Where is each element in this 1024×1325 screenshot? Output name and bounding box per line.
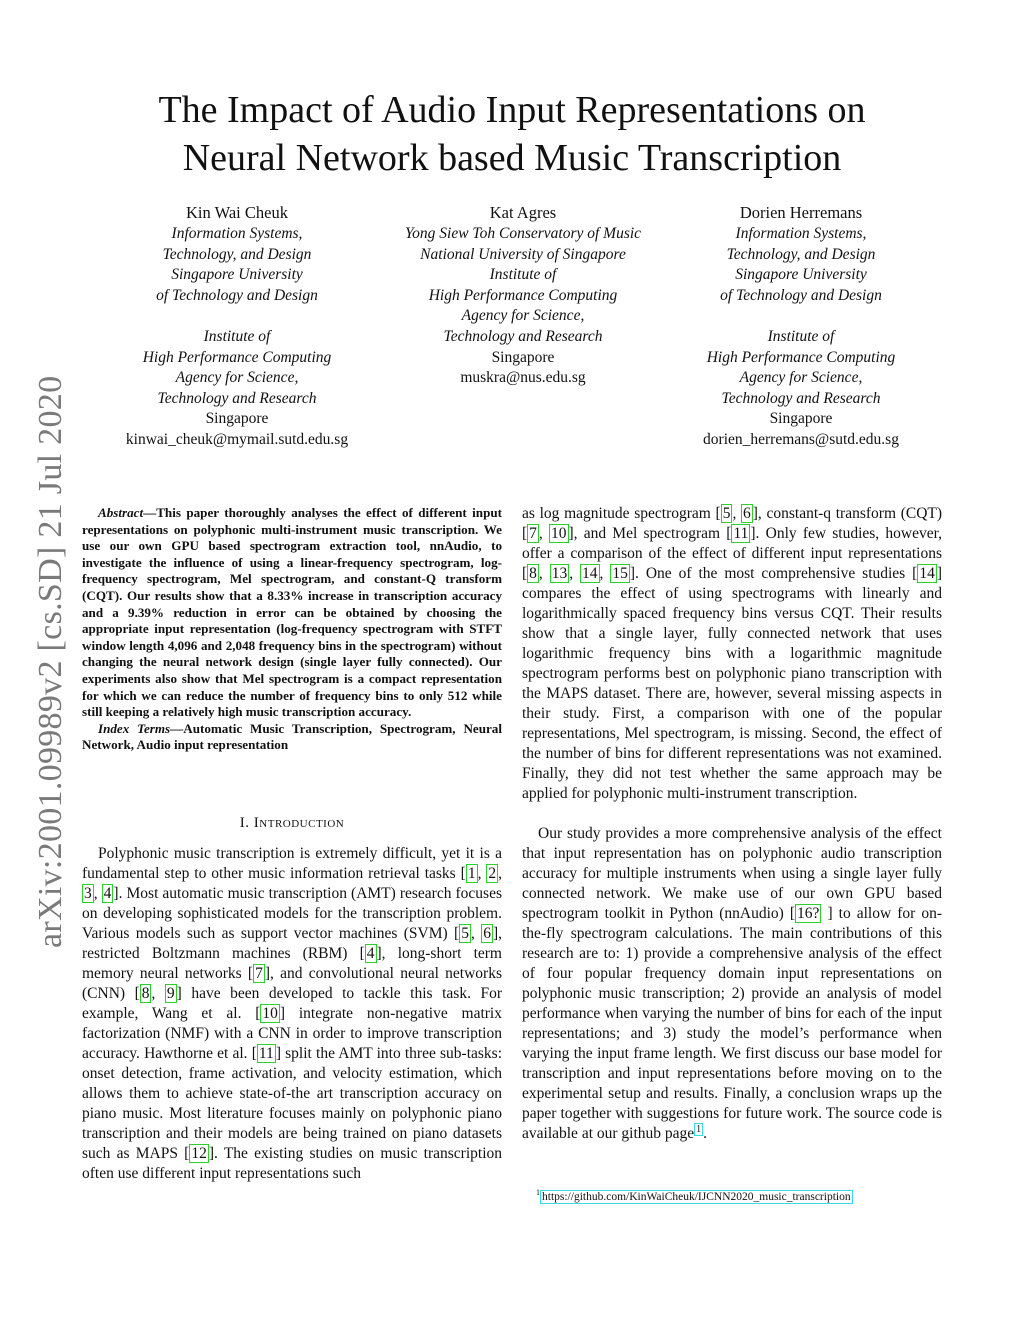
abstract-label: Abstract: [98, 505, 144, 520]
intro-left-column: [82, 844, 502, 1184]
author-country: Singapore: [769, 410, 833, 428]
affiliation-line: Information Systems,: [171, 225, 303, 242]
intro-paragraph: Polyphonic music transcription is extremely difficult, yet it is a fundamental step to other music information retrieval tasks [ 1 , 2 , 3 , 4 ]. Most automatic music transcription (AMT) research focuses on developing sophisticated models for the transcription problem. Various models such as support vector machines (SVM) [ 5 , 6 ], restricted Boltzmann machines (RBM) [ 4 ], long-short term memory neural networks [ 7 ], and convolutional neural networks (CNN) [ 8 , 9 ] have been developed to tackle this task. For example, Wang et al. [ 10 ] integrate non-negative matrix factorization (NMF) with a CNN in order to improve transcription accuracy. Hawthorne et al. [ 11 ] split the AMT into three sub-tasks: onset detection, frame activation, and velocity estimation, which allows them to achieve state-of-the art transcription accuracy on piano music. Most literature focuses mainly on polyphonic piano transcription and their models are being trained on piano datasets such as MAPS [ 12 ]. The existing studies on music transcription often use different input representations such: [82, 845, 503, 1182]
citation-link[interactable]: 7: [255, 965, 263, 982]
affiliation-line: Information Systems,: [735, 225, 867, 242]
title-line-1: The Impact of Audio Input Representations on: [158, 89, 866, 131]
citation-link[interactable]: 4: [366, 945, 375, 962]
footnote: [536, 1185, 853, 1205]
author-name: Kat Agres: [489, 203, 557, 222]
author-block-1: [87, 202, 387, 451]
citation-link[interactable]: 6: [743, 505, 751, 522]
citation-link[interactable]: 11: [733, 525, 749, 542]
paragraph: Our study provides a more comprehensive analysis of the effect that input representation has on polyphonic audio transcription accuracy for multiple instruments when using a single layer fully connected network. We make use of our own GPU based spectrogram toolkit in Python (nnAudio) [ 16? ] to allow for on-the-fly spectrogram calculations. The main contributions of this research are to: 1) provide a comprehensive analysis of the effect of four popular frequency domain input representations on polyphonic music transcription; 2) provide an analysis of model performance when varying the number of bins for each of the input representations; and 3) study the model’s performance when varying the input frame length. We first discuss our base model for transcription and input representations before moving on to the experimental setup and results. Finally, a conclusion wraps up the paper together with suggestions for future work. The source code is available at our github page $^1$ .: [522, 825, 942, 1142]
author-country: Singapore: [205, 410, 269, 428]
right-column-paragraph-2: [522, 824, 942, 1144]
citation-link[interactable]: 8: [529, 565, 537, 582]
footnote-ref-link[interactable]: 1: [696, 1123, 702, 1135]
affiliation-line: Yong Siew Toh Conservatory of Music: [404, 225, 642, 242]
citation-link[interactable]: 16?: [797, 905, 820, 922]
citation-link[interactable]: 11: [258, 1045, 274, 1062]
footnote-mark: 1: [536, 1188, 540, 1197]
affiliation-line: Institute of: [203, 327, 271, 345]
affiliation-line: Agency for Science,: [461, 307, 585, 325]
affiliation-line: Institute of: [489, 266, 557, 284]
author-name: Dorien Herremans: [739, 203, 863, 222]
affiliation-line: National University of Singapore: [420, 245, 626, 263]
citation-link[interactable]: 7: [529, 525, 537, 542]
citation-link[interactable]: 8: [141, 985, 150, 1002]
paper-title: [80, 86, 944, 182]
citation-link[interactable]: 12: [191, 1145, 207, 1162]
affiliation-line: High Performance Computing: [428, 286, 618, 304]
affiliation-line: Technology, and Design: [162, 245, 312, 263]
affiliation-line: High Performance Computing: [142, 348, 332, 366]
citation-link[interactable]: 6: [483, 925, 491, 942]
author-email: dorien_herremans@sutd.edu.sg: [703, 430, 899, 448]
index-terms-text: —Automatic Music Transcription, Spectrogram, Neural Network, Audio input representation: [82, 720, 502, 753]
section-title: Introduction: [253, 815, 345, 831]
right-column-paragraph-1: [522, 504, 942, 804]
affiliation-line: Singapore University: [171, 266, 303, 284]
author-block-2: [373, 202, 673, 389]
affiliation-line: Agency for Science,: [175, 369, 299, 387]
citation-link[interactable]: 4: [103, 885, 112, 902]
citation-link[interactable]: 3: [84, 885, 92, 902]
arxiv-stamp: arXiv:2001.09989v2 [cs.SD] 21 Jul 2020: [32, 375, 69, 948]
affiliation-line: Technology, and Design: [726, 245, 876, 263]
citation-link[interactable]: 10: [551, 525, 567, 542]
affiliation-line: Technology and Research: [443, 327, 603, 345]
citation-link[interactable]: 9: [166, 985, 175, 1002]
citation-link[interactable]: 14: [582, 565, 598, 582]
citation-link[interactable]: 5: [461, 925, 469, 942]
title-line-2: Neural Network based Music Transcription: [182, 137, 842, 179]
abstract-text: —This paper thoroughly analyses the effect of different input representations on polyphonic multi-instrument music transcription. We use our own GPU based spectrogram extraction tool, nnAudio, to investigate the influence of using a linear-frequency spectrogram, log-frequency spectrogram, Mel spectrogram, and constant-Q transform (CQT). Our results show that a 8.33% increase in transcription accuracy and a 9.39% reduction in error can be obtained by choosing the appropriate input representation (log-frequency spectrogram with STFT window length 4,096 and 2,048 frequency bins in the spectrogram) without changing the neural network design (single layer fully connected). Our experiments also show that Mel spectrogram is a compact representation for which we can reduce the number of frequency bins to only 512 while still keeping a relatively high music transcription accuracy.: [82, 505, 502, 720]
author-block-3: [651, 202, 951, 451]
affiliation-line: Agency for Science,: [739, 369, 863, 387]
affiliation-line: of Technology and Design: [720, 286, 882, 304]
section-numeral: I.: [239, 815, 250, 831]
citation-link[interactable]: 10: [262, 1005, 278, 1022]
citation-link[interactable]: 13: [551, 565, 568, 582]
citation-link[interactable]: 1: [467, 865, 476, 882]
index-terms-label: Index Terms: [98, 720, 171, 736]
affiliation-line: Institute of: [767, 327, 835, 345]
paragraph: as log magnitude spectrogram [ 5 , 6 ], constant-q transform (CQT) [ 7 , 10 ], and Mel spectrogram [ 11 ]. Only few studies, however, offer a comparison of the effect of different input representations [ 8 , 13 , 14 , 15 ]. One of the most comprehensive studies [ 14 ] compares the effect of using spectrograms with linearly and logarithmically spaced frequency bins versus CQT. Their results show that a single layer, fully connected network that uses logarithmic frequency bins with a logarithmic magnitude spectrogram performs best on polyphonic piano transcription with the MAPS dataset. There are, however, several missing aspects in their study. First, a comparison with one of the popular representations, Mel spectrogram, is missing. Second, the effect of the number of bins for different representations was not examined. Finally, they did not test whether the same approach may be applied for polyphonic multi-instrument transcription.: [522, 505, 943, 802]
section-heading-introduction: [82, 815, 502, 832]
affiliation-line: Singapore University: [735, 266, 867, 284]
citation-link[interactable]: 5: [722, 505, 731, 522]
author-country: Singapore: [491, 348, 555, 366]
citation-link[interactable]: 2: [488, 865, 497, 882]
citation-link[interactable]: 15: [612, 565, 628, 582]
citation-link[interactable]: 14: [919, 565, 935, 582]
affiliation-line: High Performance Computing: [706, 348, 896, 366]
affiliation-line: Technology and Research: [721, 389, 881, 407]
author-email: kinwai_cheuk@mymail.sutd.edu.sg: [125, 430, 349, 448]
affiliation-line: of Technology and Design: [156, 286, 318, 304]
affiliation-line: Technology and Research: [157, 389, 317, 407]
footnote-link[interactable]: https://github.com/KinWaiCheuk/IJCNN2020_music_transcription: [542, 1190, 851, 1203]
author-name: Kin Wai Cheuk: [186, 203, 288, 222]
author-email: muskra@nus.edu.sg: [460, 369, 586, 387]
abstract: [82, 505, 502, 754]
